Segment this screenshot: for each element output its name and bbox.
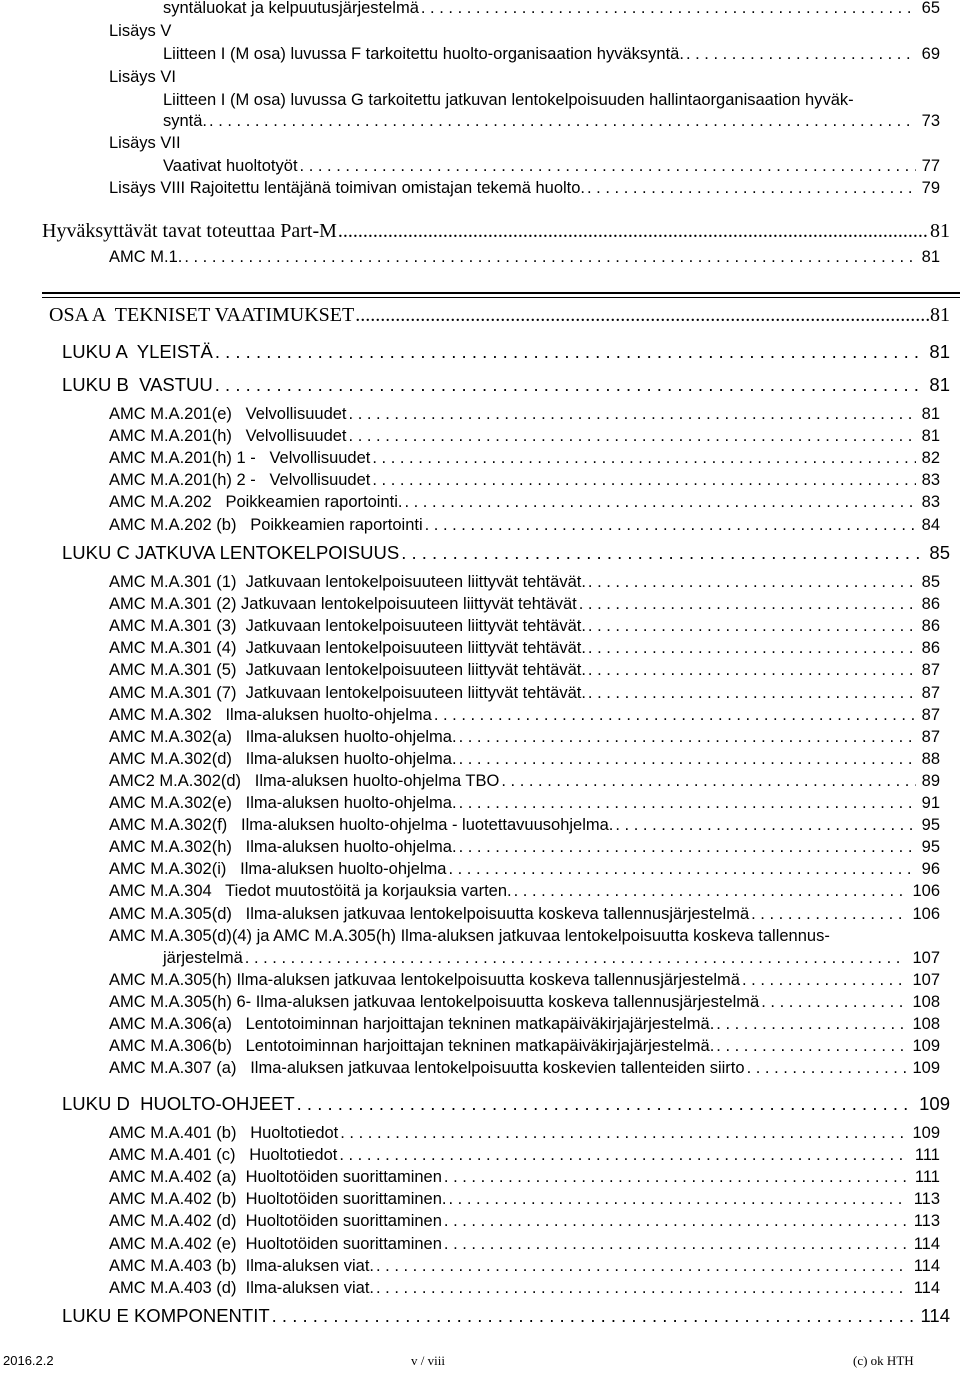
- dot-leader: [297, 1093, 913, 1115]
- toc-entry-page: 84: [921, 515, 940, 534]
- dot-leader: [184, 246, 915, 268]
- toc-entry-text: AMC M.A.307 (a) Ilma-aluksen jatkuvaa lentokelpoisuutta koskevien tallenteiden siirto: [109, 1059, 745, 1078]
- part-heading-page: 81: [930, 304, 950, 326]
- chapter-heading-text: LUKU D HUOLTO-OHJEET: [62, 1093, 295, 1114]
- toc-entry[interactable]: [109, 991, 940, 1013]
- dot-leader: [340, 1122, 906, 1144]
- dot-leader: [404, 491, 915, 513]
- dot-leader: [588, 571, 916, 593]
- toc-entry-text: AMC M.A.402 (e) Huoltotöiden suorittaminen: [109, 1234, 442, 1253]
- toc-entry[interactable]: [109, 1035, 940, 1057]
- toc-entry-text: AMC M.A.306(a) Lentotoiminnan harjoittajan tekninen matkapäiväkirjajärjestelmä.: [109, 1015, 715, 1033]
- chapter-heading-page: 81: [929, 374, 950, 395]
- toc-entry-text: AMC M.A.305(h) Ilma-aluksen jatkuvaa lentokelpoisuutta koskeva tallennusjärjestelmä: [109, 970, 740, 989]
- toc-entry-page: 83: [921, 493, 940, 512]
- dot-leader: [449, 1188, 908, 1210]
- toc-entry-page: 86: [921, 639, 940, 658]
- toc-entry-text: AMC M.A.304 Tiedot muutostöitä ja korjauksia varten.: [109, 882, 512, 901]
- toc-entry-page: 87: [921, 683, 940, 702]
- toc-entry[interactable]: [109, 682, 940, 704]
- chapter-heading[interactable]: [62, 341, 950, 363]
- toc-entry-page: 113: [913, 1212, 940, 1231]
- toc-entry-page: 96: [921, 860, 940, 879]
- chapter-heading-text: LUKU B VASTUU: [62, 374, 213, 395]
- toc-entry[interactable]: [109, 792, 940, 814]
- toc-entry-text: AMC M.A.301 (4) Jatkuvaan lentokelpoisuuteen liittyvät tehtävät.: [109, 639, 586, 658]
- toc-entry[interactable]: [109, 514, 940, 536]
- dot-leader: [272, 1305, 915, 1327]
- chapter-heading[interactable]: [62, 374, 950, 396]
- toc-entry[interactable]: [109, 880, 940, 902]
- toc-entry[interactable]: [109, 858, 940, 880]
- section-heading[interactable]: [42, 218, 950, 244]
- chapter-heading-text: LUKU A YLEISTÄ: [62, 341, 213, 362]
- dot-leader: [372, 469, 915, 491]
- toc-entry[interactable]: [109, 1013, 940, 1035]
- chapter-heading-page: 114: [920, 1305, 950, 1326]
- toc-entry-page: 113: [913, 1190, 940, 1209]
- toc-entry-text: AMC M.A.201(e) Velvollisuudet: [109, 405, 347, 423]
- dot-leader: [376, 1255, 908, 1277]
- appendix-label: Lisäys VII: [109, 134, 181, 152]
- dot-leader: [376, 1277, 908, 1299]
- toc-entry-page: 69: [921, 45, 940, 63]
- appendix-label: Lisäys VI: [109, 68, 176, 86]
- toc-entry[interactable]: [109, 659, 940, 681]
- dot-leader: [209, 110, 916, 132]
- toc-entry-text: AMC M.A.301 (5) Jatkuvaan lentokelpoisuuteen liittyvät tehtävät.: [109, 661, 586, 680]
- footer-date: 2016.2.2: [3, 1353, 54, 1368]
- dot-leader: [459, 726, 916, 748]
- dot-leader: [425, 514, 916, 536]
- toc-entry[interactable]: [109, 1122, 940, 1144]
- toc-entry-page: 77: [921, 157, 940, 175]
- footer-copyright: (c) ok HTH: [853, 1353, 914, 1368]
- toc-entry[interactable]: [109, 1233, 940, 1255]
- dot-leader: [716, 1035, 906, 1057]
- toc-entry-page: 111: [914, 1146, 940, 1165]
- toc-entry-text: AMC M.A.302(e) Ilma-aluksen huolto-ohjelma.: [109, 794, 457, 812]
- toc-entry-page: 88: [921, 749, 940, 768]
- toc-entry-text: syntä.: [163, 112, 208, 130]
- dot-leader: [459, 748, 916, 770]
- toc-entry[interactable]: [109, 246, 940, 268]
- toc-entry-text: AMC M.A.305(d) Ilma-aluksen jatkuvaa lentokelpoisuutta koskeva tallennusjärjestelmä: [109, 904, 750, 923]
- toc-entry-text: AMC M.A.401 (b) Huoltotiedot: [109, 1124, 339, 1142]
- dot-leader: [444, 1233, 908, 1255]
- toc-entry-text: AMC M.A.403 (b) Ilma-aluksen viat.: [109, 1256, 374, 1275]
- toc-entry-page: 87: [921, 705, 940, 724]
- toc-entry-page: 82: [921, 449, 940, 468]
- toc-entry-page: 65: [921, 0, 940, 17]
- toc-entry[interactable]: [109, 177, 940, 199]
- toc-entry-text: AMC M.A.301 (1) Jatkuvaan lentokelpoisuuteen liittyvät tehtävät.: [109, 573, 586, 591]
- toc-entry-text: AMC M.A.402 (d) Huoltotöiden suorittaminen: [109, 1212, 442, 1231]
- dot-leader: [501, 770, 915, 792]
- toc-entry[interactable]: [109, 748, 940, 770]
- toc-entry[interactable]: [109, 593, 940, 615]
- toc-entry-text: AMC M.A.201(h) 2 - Velvollisuudet: [109, 471, 371, 490]
- section-heading-text: Hyväksyttävät tavat toteuttaa Part-M: [42, 220, 337, 242]
- divider-rule: [42, 292, 960, 294]
- toc-entry[interactable]: [109, 469, 940, 491]
- toc-entry[interactable]: [163, 0, 940, 19]
- dot-leader: [215, 341, 924, 363]
- section-heading-page: 81: [930, 220, 950, 242]
- toc-entry-page: 109: [912, 1037, 940, 1056]
- toc-entry-page: 85: [921, 573, 940, 591]
- dot-leader: [716, 1013, 906, 1035]
- toc-entry-page: 109: [912, 1059, 940, 1078]
- toc-entry-text: AMC M.A.402 (b) Huoltotöiden suorittaminen.: [109, 1190, 447, 1209]
- toc-entry-text: AMC M.A.305(h) 6- Ilma-aluksen jatkuvaa lentokelpoisuutta koskeva tallennusjärjestelmä: [109, 992, 760, 1011]
- dot-leader: [349, 403, 916, 425]
- toc-entry-text: AMC M.1.: [109, 248, 183, 266]
- toc-entry-page: 108: [912, 992, 940, 1011]
- dot-leader: [587, 177, 916, 199]
- appendix-label: Lisäys V: [109, 22, 172, 40]
- chapter-heading-page: 109: [919, 1093, 950, 1114]
- dot-leader: [245, 947, 907, 969]
- toc-entry-text: AMC M.A.201(h) Velvollisuudet: [109, 427, 347, 446]
- toc-entry-page: 81: [921, 248, 940, 266]
- dot-leader: [579, 593, 916, 615]
- toc-entry[interactable]: [109, 836, 940, 858]
- toc-entry-text: syntäluokat ja kelpuutusjärjestelmä: [163, 0, 419, 17]
- toc-entry-text: AMC M.A.301 (7) Jatkuvaan lentokelpoisuuteen liittyvät tehtävät.: [109, 683, 586, 702]
- toc-entry[interactable]: [109, 1277, 940, 1299]
- toc-entry-page: 86: [921, 617, 940, 636]
- toc-entry-page: 81: [921, 427, 940, 446]
- dot-leader: [747, 1057, 907, 1079]
- toc-entry[interactable]: [109, 903, 940, 925]
- toc-entry-page: 89: [921, 771, 940, 790]
- toc-entry[interactable]: [109, 814, 940, 836]
- toc-entry-page: 95: [921, 838, 940, 857]
- toc-entry-text: AMC M.A.301 (3) Jatkuvaan lentokelpoisuuteen liittyvät tehtävät.: [109, 617, 586, 636]
- toc-entry[interactable]: [109, 1210, 940, 1232]
- dot-leader: [742, 969, 906, 991]
- part-heading[interactable]: [49, 302, 950, 328]
- toc-entry[interactable]: [163, 110, 940, 132]
- toc-entry-page: 81: [921, 405, 940, 423]
- dot-leader: [444, 1210, 908, 1232]
- dot-leader: [355, 302, 929, 328]
- toc-entry-page: 79: [921, 179, 940, 197]
- toc-entry[interactable]: [109, 571, 940, 593]
- dot-leader: [459, 836, 916, 858]
- toc-entry[interactable]: [109, 1188, 940, 1210]
- chapter-heading-page: 81: [929, 341, 950, 362]
- toc-entry-text: AMC M.A.302(a) Ilma-aluksen huolto-ohjelma.: [109, 727, 457, 746]
- toc-entry-text: AMC M.A.302 Ilma-aluksen huolto-ohjelma: [109, 705, 432, 724]
- toc-entry-text: AMC M.A.302(d) Ilma-aluksen huolto-ohjelma.: [109, 749, 457, 768]
- dot-leader: [444, 1166, 909, 1188]
- toc-entry-page: 107: [912, 970, 940, 989]
- dot-leader: [349, 425, 916, 447]
- toc-entry[interactable]: [109, 1255, 940, 1277]
- toc-entry-text: AMC M.A.306(b) Lentotoiminnan harjoittajan tekninen matkapäiväkirjajärjestelmä.: [109, 1037, 715, 1056]
- dot-leader: [588, 682, 916, 704]
- chapter-heading-page: 85: [929, 542, 950, 563]
- toc-entry[interactable]: [109, 1166, 940, 1188]
- toc-entry[interactable]: [109, 637, 940, 659]
- chapter-heading-text: LUKU C JATKUVA LENTOKELPOISUUS: [62, 542, 400, 563]
- toc-entry-page: 114: [913, 1234, 940, 1253]
- dot-leader: [372, 447, 915, 469]
- dot-leader: [300, 155, 916, 177]
- toc-entry[interactable]: [109, 615, 940, 637]
- dot-leader: [421, 0, 916, 19]
- dot-leader: [434, 704, 916, 726]
- toc-entry-text: AMC M.A.201(h) 1 - Velvollisuudet: [109, 449, 371, 468]
- toc-entry-page: 87: [921, 727, 940, 746]
- dot-leader: [339, 1144, 909, 1166]
- toc-entry-text: AMC M.A.403 (d) Ilma-aluksen viat.: [109, 1278, 374, 1297]
- toc-entry-page: 114: [913, 1278, 940, 1297]
- toc-entry-text: AMC M.A.302(f) Ilma-aluksen huolto-ohjelma - luotettavuusohjelma.: [109, 816, 614, 835]
- dot-leader: [448, 858, 915, 880]
- toc-entry-text: AMC2 M.A.302(d) Ilma-aluksen huolto-ohjelma TBO: [109, 771, 500, 790]
- toc-entry-text: AMC M.A.202 Poikkeamien raportointi.: [109, 493, 403, 512]
- dot-leader: [514, 880, 907, 902]
- toc-entry-page: 91: [921, 794, 940, 812]
- toc-entry-text: AMC M.A.202 (b) Poikkeamien raportointi: [109, 515, 423, 534]
- toc-entry[interactable]: [163, 155, 940, 177]
- part-heading-text: OSA A TEKNISET VAATIMUKSET: [49, 304, 355, 326]
- toc-entry-text: järjestelmä: [163, 948, 243, 967]
- toc-entry[interactable]: [109, 969, 940, 991]
- dot-leader: [588, 615, 916, 637]
- toc-entry-page: 111: [914, 1168, 940, 1187]
- dot-leader: [751, 903, 906, 925]
- toc-entry-page: 107: [912, 948, 940, 967]
- toc-entry-text: Lisäys VIII Rajoitettu lentäjänä toimivan omistajan tekemä huolto.: [109, 179, 586, 197]
- dot-leader: [686, 43, 916, 65]
- toc-entry[interactable]: [109, 403, 940, 425]
- toc-entry-text: AMC M.A.402 (a) Huoltotöiden suorittaminen: [109, 1168, 442, 1187]
- toc-entry[interactable]: [109, 1057, 940, 1079]
- toc-entry[interactable]: [109, 1144, 940, 1166]
- dot-leader: [588, 659, 916, 681]
- toc-entry-text: AMC M.A.302(h) Ilma-aluksen huolto-ohjelma.: [109, 838, 457, 857]
- toc-entry-page: 87: [921, 661, 940, 680]
- toc-entry[interactable]: [109, 447, 940, 469]
- toc-entry-text: Liitteen I (M osa) luvussa F tarkoitettu huolto-organisaation hyväksyntä.: [163, 45, 684, 63]
- toc-entry-page: 106: [912, 882, 940, 901]
- toc-entry-text: AMC M.A.305(d)(4) ja AMC M.A.305(h) Ilma-aluksen jatkuvaa lentokelpoisuutta koskeva tallennus-: [109, 926, 830, 945]
- dot-leader: [215, 374, 924, 396]
- toc-entry-page: 108: [912, 1015, 940, 1033]
- toc-entry[interactable]: [109, 425, 940, 447]
- toc-entry-page: 109: [912, 1124, 940, 1142]
- dot-leader: [588, 637, 916, 659]
- toc-entry-page: 83: [921, 471, 940, 490]
- divider-rule: [42, 297, 960, 298]
- toc-entry-page: 86: [921, 595, 940, 614]
- dot-leader: [615, 814, 915, 836]
- toc-entry-text: AMC M.A.301 (2) Jatkuvaan lentokelpoisuuteen liittyvät tehtävät: [109, 595, 577, 614]
- toc-entry-text: AMC M.A.302(i) Ilma-aluksen huolto-ohjelma: [109, 860, 447, 879]
- chapter-heading[interactable]: [62, 1305, 950, 1327]
- toc-entry-page: 73: [921, 112, 940, 130]
- dot-leader: [401, 542, 923, 564]
- toc-entry[interactable]: [109, 704, 940, 726]
- dot-leader: [761, 991, 906, 1013]
- toc-entry[interactable]: [109, 726, 940, 748]
- toc-entry-text: Liitteen I (M osa) luvussa G tarkoitettu jatkuvan lentokelpoisuuden hallintaorganisaation hyväk-: [163, 91, 854, 109]
- toc-entry[interactable]: [163, 947, 940, 969]
- toc-entry-page: 114: [913, 1256, 940, 1275]
- chapter-heading-text: LUKU E KOMPONENTIT: [62, 1305, 270, 1326]
- toc-entry-page: 106: [912, 904, 940, 923]
- footer-page-number: v / viii: [411, 1353, 445, 1368]
- dot-leader: [338, 218, 929, 244]
- toc-entry-page: 95: [921, 816, 940, 835]
- chapter-heading[interactable]: [62, 1093, 950, 1115]
- dot-leader: [459, 792, 916, 814]
- toc-entry[interactable]: [163, 43, 940, 65]
- toc-entry-text: AMC M.A.401 (c) Huoltotiedot: [109, 1146, 338, 1165]
- toc-entry[interactable]: [109, 770, 940, 792]
- toc-entry-text: Vaativat huoltotyöt: [163, 157, 298, 175]
- chapter-heading[interactable]: [62, 542, 950, 564]
- toc-entry[interactable]: [109, 491, 940, 513]
